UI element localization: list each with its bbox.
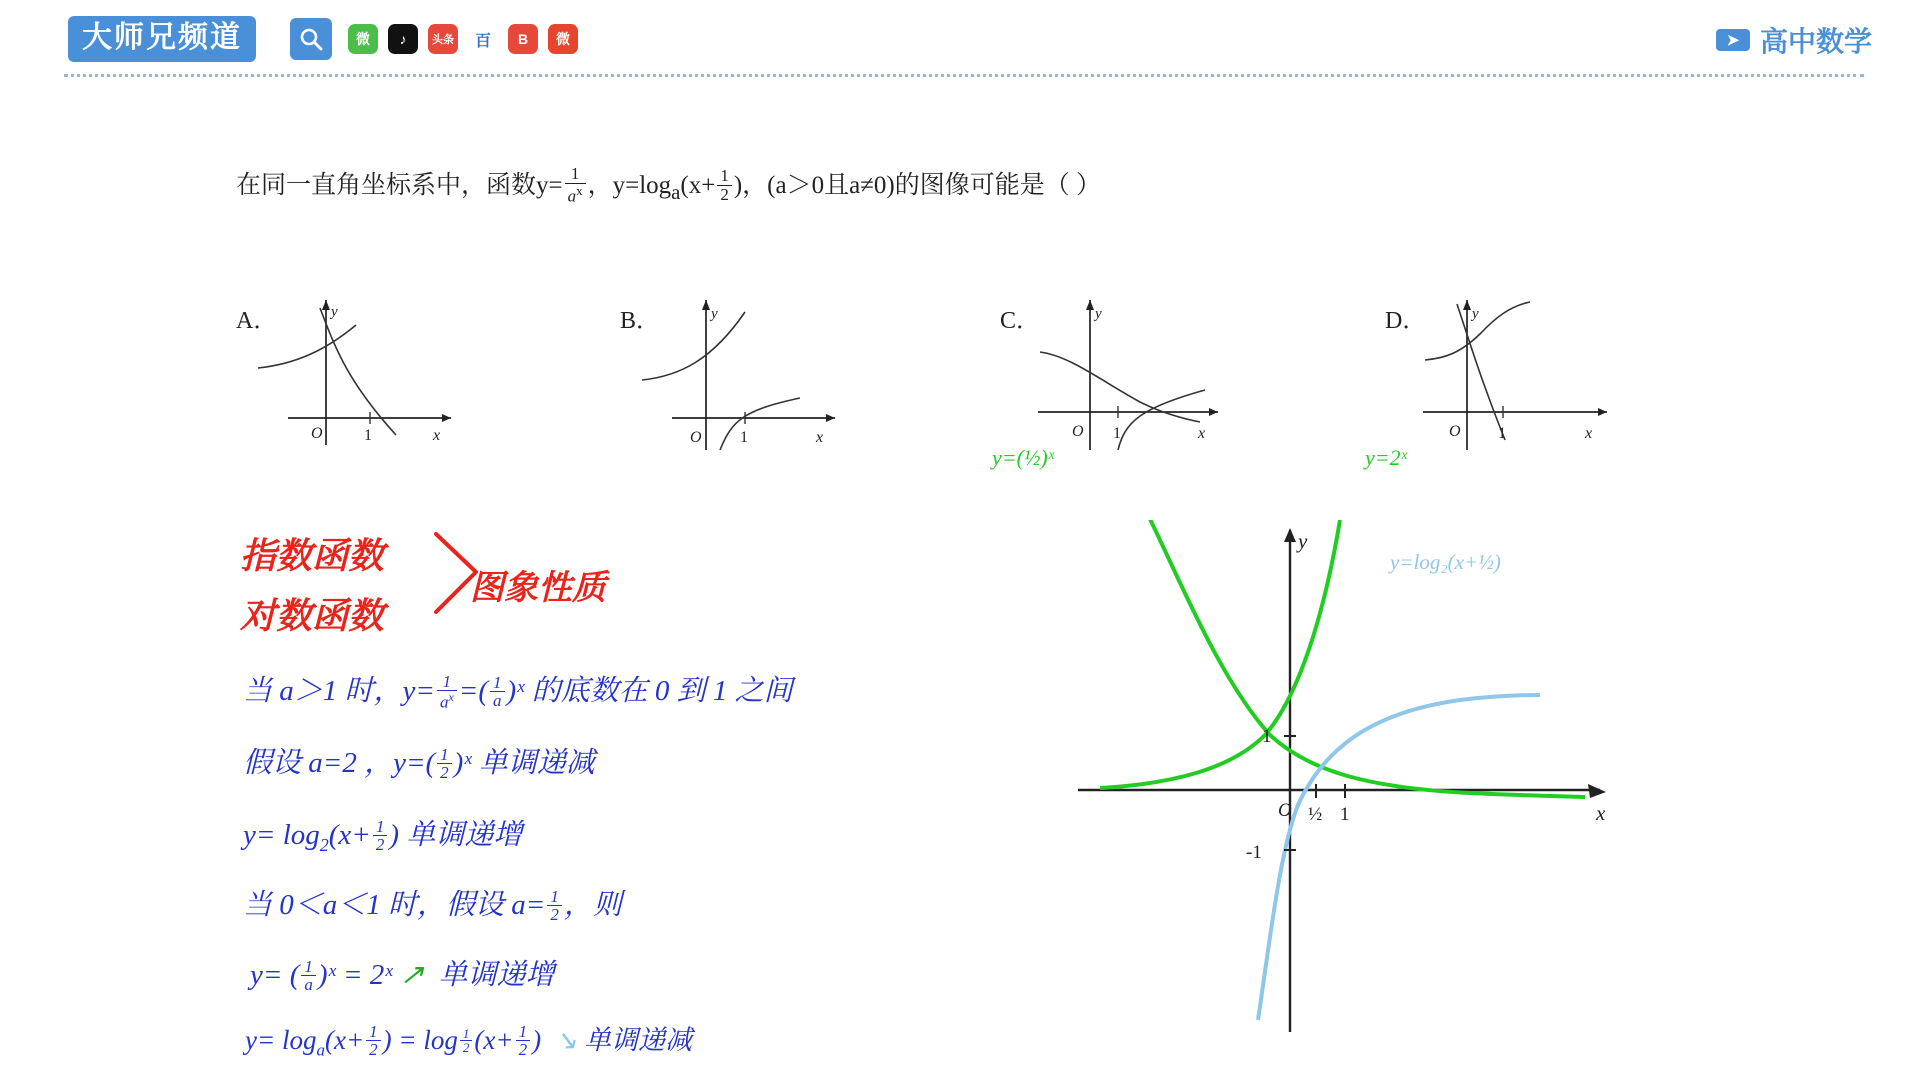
big-figure-graph (1040, 520, 1640, 1040)
svg-text:y: y (331, 304, 338, 320)
fr-6-sub: $\frac{1}{2}$ (460, 1027, 473, 1054)
option-d[interactable] (1385, 290, 1625, 460)
search-glyph (298, 26, 324, 52)
svg-text:y: y (1472, 306, 1479, 322)
half-label: ½ (1308, 804, 1323, 825)
option-b[interactable] (620, 290, 850, 460)
svg-text:y: y (711, 306, 718, 322)
header-divider (64, 74, 1864, 77)
svg-text:1: 1 (364, 427, 372, 444)
page-header (0, 0, 1920, 78)
fr-3-a: $\frac{1}{2}$ (373, 818, 388, 853)
arrow-down-icon: ↘ (554, 1025, 578, 1055)
fraction-one-half: $\frac{1}{2}$ (717, 167, 732, 204)
svg-text:O: O (311, 425, 323, 442)
curve-log (1258, 695, 1540, 1020)
big-figure (992, 445, 1640, 1045)
note-blue-line-3: $y= \log_2(x+$ $\frac{1}{2}$ ) 单调递增 (243, 816, 523, 855)
x-axis-label: x (1596, 801, 1606, 825)
brand-logo: 大师兄频道 (68, 16, 256, 62)
label-log: y=log₂(x+½) (1390, 550, 1501, 574)
search-icon[interactable] (290, 18, 332, 60)
svg-text:x: x (816, 429, 824, 446)
fraction-one-over-a-x: $\frac{1}{a^x}$ (565, 165, 586, 205)
note-red-line-2: 对数函数 (240, 596, 385, 636)
fr-6-b: $\frac{1}{2}$ (516, 1023, 531, 1058)
fr-6-a: $\frac{1}{2}$ (366, 1023, 381, 1058)
fr-1-b: $\frac{1}{a}$ (490, 674, 505, 709)
question-text (236, 165, 1101, 207)
svg-text:x: x (1198, 425, 1206, 442)
svg-text:1: 1 (1498, 425, 1506, 442)
fr-4-a: $\frac{1}{2}$ (547, 888, 562, 923)
svg-text:O: O (690, 429, 702, 446)
option-c-label: C． (1000, 308, 1041, 334)
svg-text:y: y (1095, 306, 1102, 322)
bilibili-icon[interactable]: B (508, 24, 538, 54)
label-exp-growth: y=2ˣ (1365, 445, 1407, 470)
y-neg-one-label: -1 (1246, 842, 1262, 863)
one-label: 1 (1340, 804, 1350, 825)
curve-exp-growth (1100, 520, 1340, 788)
curve-exp-decay (1148, 520, 1585, 797)
svg-text:O: O (1449, 423, 1461, 440)
note-blue-line-5: y= ( $\frac{1}{a}$ )ˣ = 2ˣ ↗ 单调递增 (250, 956, 555, 994)
option-b-label: B． (620, 308, 661, 334)
question-part-4: )，(a＞0且a≠0)的图像可能是（ ） (733, 172, 1101, 199)
option-a[interactable] (236, 290, 466, 460)
y-one-label: 1 (1262, 726, 1272, 747)
baidu-icon[interactable]: 百 (468, 24, 498, 54)
subject-label-group (1716, 20, 1872, 60)
question-part-3: (x+ (680, 172, 716, 199)
svg-text:1: 1 (1113, 425, 1121, 442)
note-red-line-1: 指数函数 (240, 536, 385, 576)
svg-text:1: 1 (740, 429, 748, 446)
arrow-up-icon: ↗ (399, 959, 425, 991)
note-blue-line-6: $y= \log_a(x+$ $\frac{1}{2}$ ) = log $\frac{1}{2}$ (x+ $\frac{1}{2}$ ) ↘ 单调递减 (245, 1022, 692, 1060)
question-part-1: 在同一直角坐标系中，函数y= (236, 172, 563, 199)
question-part-2: ，y=log (587, 172, 672, 199)
option-d-label: D． (1385, 308, 1427, 334)
note-blue-line-4: 当 0＜a＜1 时，假设 a= $\frac{1}{2}$ ，则 (243, 886, 622, 924)
weibo-icon[interactable]: 微 (548, 24, 578, 54)
y-axis-label: y (1298, 529, 1308, 553)
label-exp-decay: y=(½)ˣ (992, 445, 1054, 470)
fr-1-a: $\frac{1}{a^x}$ (437, 673, 457, 711)
fr-5-a: $\frac{1}{a}$ (301, 958, 316, 993)
log-base: a (671, 180, 681, 204)
toutiao-icon[interactable]: 头条 (428, 24, 458, 54)
wechat-icon[interactable]: 微 (348, 24, 378, 54)
origin-label: O (1278, 800, 1292, 821)
douyin-icon[interactable]: ♪ (388, 24, 418, 54)
option-a-label: A． (236, 308, 278, 334)
note-blue-line-2: 假设 a=2 ，y=( $\frac{1}{2}$ )ˣ 单调递减 (243, 744, 595, 782)
svg-text:x: x (433, 427, 441, 444)
note-red-conclusion: 图象性质 (470, 570, 606, 607)
fr-2-a: $\frac{1}{2}$ (437, 746, 452, 781)
svg-text:O: O (1072, 423, 1084, 440)
note-blue-line-1: 当 a＞1 时，y= $\frac{1}{a^x}$ =( $\frac{1}{a}$ )ˣ 的底数在 0 到 1 之间 (243, 671, 793, 712)
svg-text:x: x (1585, 425, 1593, 442)
arrow-icon: ➤ (1716, 29, 1750, 51)
subject-label: 高中数学 (1759, 26, 1872, 57)
option-c[interactable] (1000, 290, 1230, 460)
